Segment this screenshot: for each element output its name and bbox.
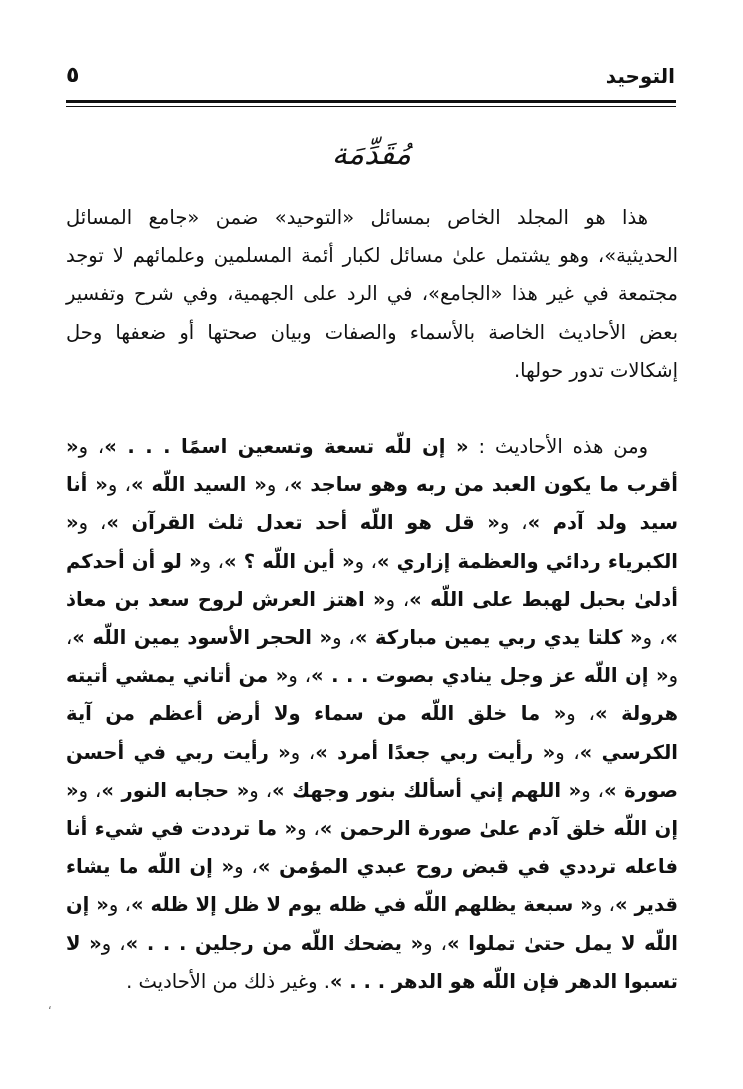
hadith-connector: ، و [290,740,316,764]
hadith-connector: ، و [201,549,224,573]
hadith-quote: « ما خلق اللّه من سماء ولا أرض أعظم من آية الكرسي » [66,702,678,764]
hadith-paragraph-lead: ومن هذه الأحاديث : [468,435,648,458]
hadith-quote: « حجابه النور » [101,778,250,802]
hadith-quote: « لا تسبوا الدهر فإن اللّه هو الدهر . . . » [66,931,678,993]
hadith-list [66,435,678,993]
hadith-quote: « الحجر الأسود يمين اللّه » [72,626,333,650]
margin-mark: ‘ [48,1004,52,1018]
hadith-quote: « يضحك اللّه من رجلين . . . » [125,931,424,955]
hadith-paragraph [66,428,678,1001]
hadith-connector: ، و [385,587,410,611]
hadith-connector: ، و [66,626,678,688]
hadith-quote: « إن اللّه ما يشاء قدير » [66,855,678,917]
hadith-quote: « لو أن أحدكم أدلىٰ بحبل لهبط على اللّه » [66,549,678,611]
running-head [66,58,675,94]
hadith-paragraph-closing: . وغير ذلك من الأحاديث . [126,969,330,993]
hadith-connector: ، و [297,817,320,841]
header-rule-thick [66,100,676,103]
hadith-connector: ، و [499,511,528,535]
hadith-connector: ، و [78,511,107,535]
hadith-quote: « رأيت ربي جعدًا أمرد » [315,740,556,764]
hadith-connector: ، و [423,931,447,955]
hadith-connector: ، و [288,664,312,688]
hadith-quote: « أين اللّه ؟ » [223,549,355,573]
intro-paragraph: هذا هو المجلد الخاص بمسائل «التوحيد» ضمن «جامع المسائل الحديثية»، وهو يشتمل علىٰ مسائل لكبار أئمة المسلمين وعلمائهم لا توجد مجتمعة في غير هذا «الجامع»، في الرد على الجهمية، وفي شرح وتفسير بعض الأحاديث الخاصة بالأسماء والصفات وبيان صحتها أو ضعفها وحل إشكالات تدور حولها. [66,206,678,382]
hadith-quote: « اللهم إني أسألك بنور وجهك » [272,778,582,802]
hadith-quote: « سبعة يظلهم اللّه في ظله يوم لا ظل إلا ظله » [130,893,593,917]
hadith-connector: ، و [234,855,258,879]
hadith-connector: ، و [642,626,666,650]
hadith-connector: ، و [78,435,105,458]
hadith-connector: ، و [108,893,131,917]
hadith-connector: ، و [266,473,290,497]
header-rule-thin [66,106,676,107]
hadith-quote: « إن اللّه عز وجل ينادي بصوت . . . » [311,664,669,688]
hadith-connector: ، و [249,778,273,802]
hadith-connector: ، و [555,740,580,764]
hadith-connector: ، و [354,549,377,573]
hadith-connector: ، و [581,778,604,802]
hadith-quote: « أقرب ما يكون العبد من ربه وهو ساجد » [66,435,678,497]
hadith-quote: « رأيت ربي في أحسن صورة » [66,740,678,802]
hadith-quote: « قل هو اللّه أحد تعدل ثلث القرآن » [106,511,500,535]
hadith-quote: « اهتز العرش لروح سعد بن معاذ » [66,587,678,650]
hadith-connector: ، و [566,702,595,726]
hadith-quote: « كلتا يدي ربي يمين مباركة » [354,626,643,650]
hadith-connector: ، و [107,473,131,497]
hadith-connector: ، و [101,931,126,955]
hadith-quote: « إن للّه تسعة وتسعين اسمًا . . . » [104,435,469,458]
hadith-quote: « إن اللّه خلق آدم علىٰ صورة الرحمن » [66,778,678,841]
hadith-connector: ، و [332,626,355,650]
section-heading: مُقَدِّمَة [331,137,412,172]
hadith-connector: ، و [592,893,615,917]
hadith-quote: « من أتاني يمشي أتيته هرولة » [66,664,678,726]
running-title: التوحيد [605,64,675,88]
hadith-quote: « السيد اللّه » [130,473,267,497]
page-number: ٥ [66,63,80,88]
hadith-connector: ، و [78,778,102,802]
hadith-quote: « أنا سيد ولد آدم » [66,473,678,535]
hadith-quote: « ما ترددت في شيء أنا فاعله ترددي في قبض روح عبدي المؤمن » [66,817,678,879]
hadith-quote: « إن اللّه لا يمل حتىٰ تملوا » [66,893,678,955]
hadith-quote: « الكبرياء ردائي والعظمة إزاري » [66,511,678,573]
